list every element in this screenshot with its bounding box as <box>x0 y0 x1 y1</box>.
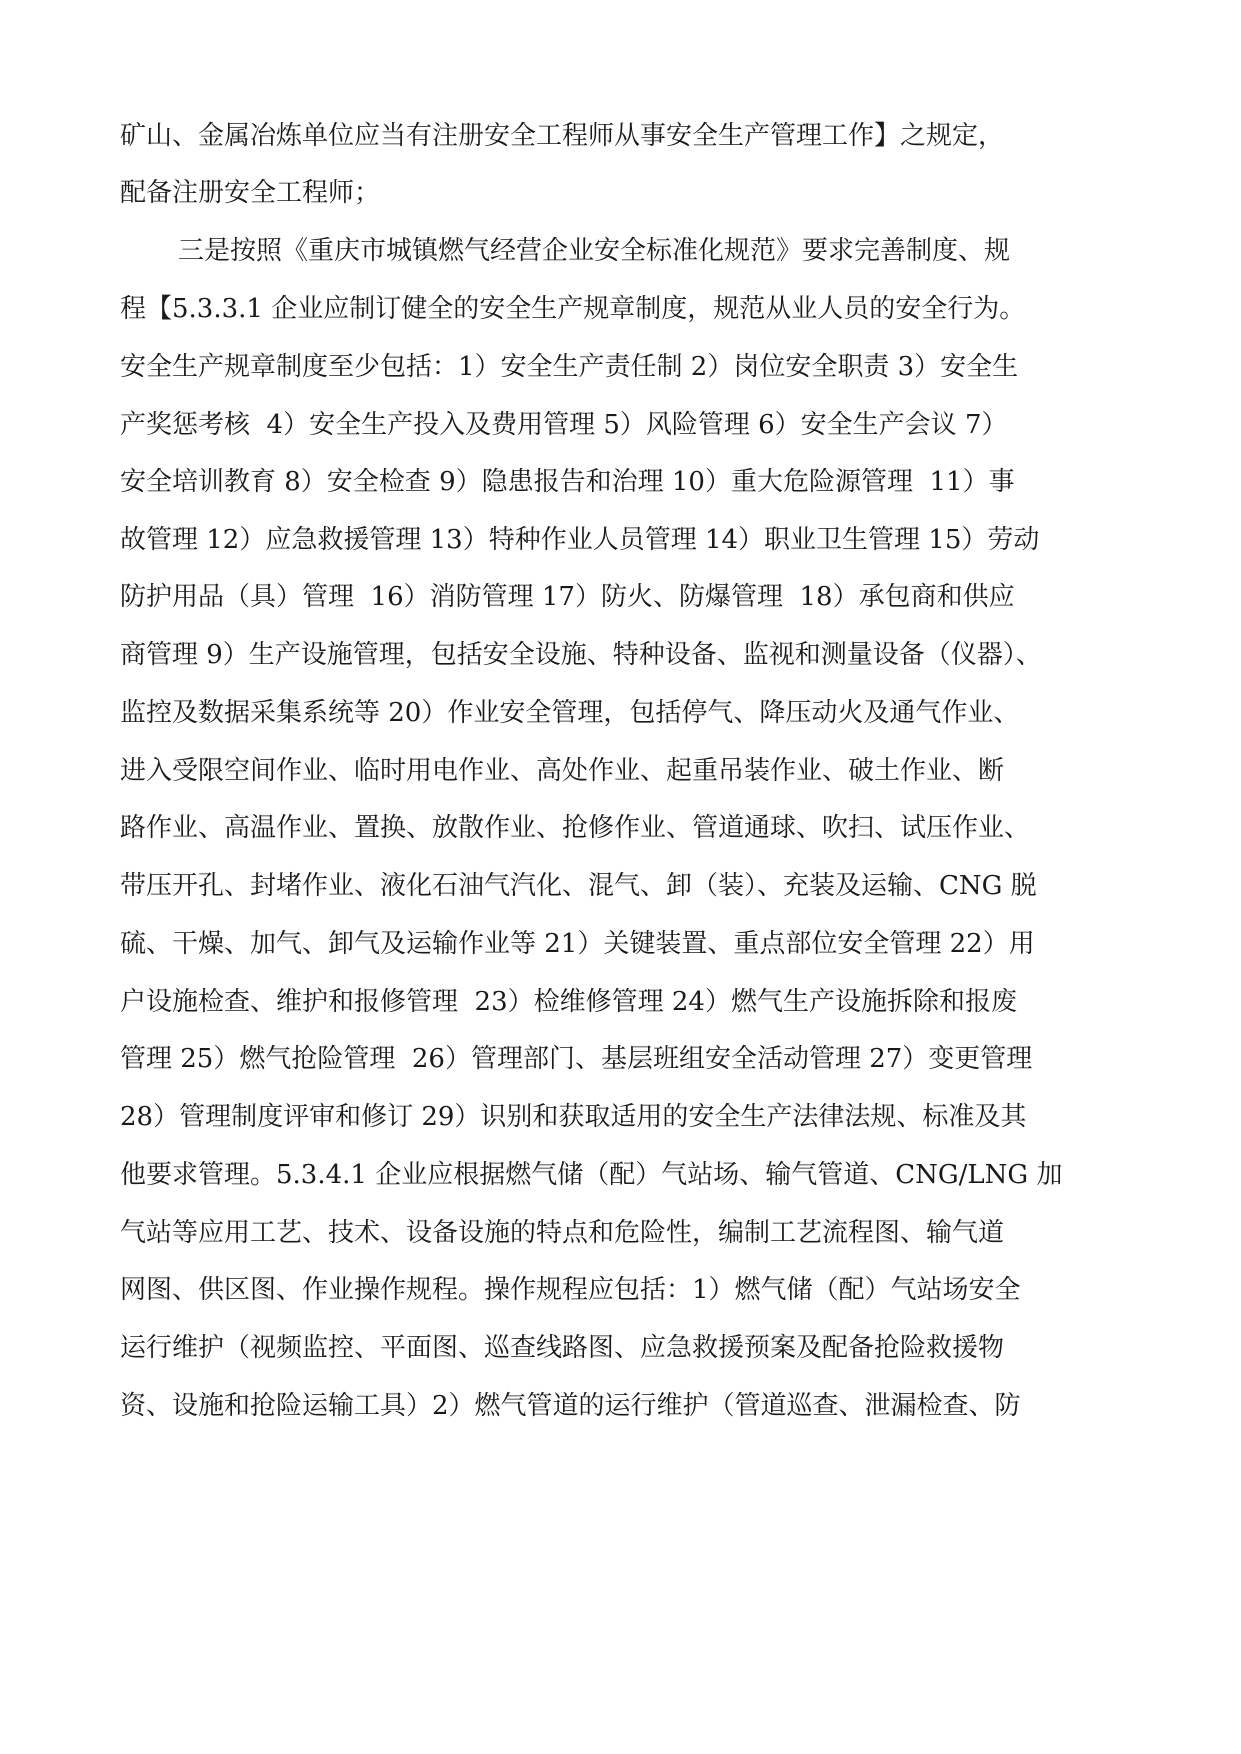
text-line: 故管理 12）应急救援管理 13）特种作业人员管理 14）职业卫生管理 15）劳动 <box>120 525 1040 555</box>
text-line: 防护用品（具）管理 16）消防管理 17）防火、防爆管理 18）承包商和供应 <box>120 582 1015 612</box>
text-line: 管理 25）燃气抢险管理 26）管理部门、基层班组安全活动管理 27）变更管理 <box>120 1044 1033 1074</box>
text-line: 硫、干燥、加气、卸气及运输作业等 21）关键装置、重点部位安全管理 22）用 <box>120 929 1035 959</box>
text-line: 安全生产规章制度至少包括：1）安全生产责任制 2）岗位安全职责 3）安全生 <box>120 352 1019 382</box>
text-line: 资、设施和抢险运输工具）2）燃气管道的运行维护（管道巡查、泄漏检查、防 <box>120 1391 1021 1421</box>
text-line: 28）管理制度评审和修订 29）识别和获取适用的安全生产法律法规、标准及其 <box>120 1102 1027 1132</box>
text-line: 网图、供区图、作业操作规程。操作规程应包括：1）燃气储（配）气站场安全 <box>120 1275 1021 1305</box>
text-line: 路作业、高温作业、置换、放散作业、抢修作业、管道通球、吹扫、试压作业、 <box>120 813 1031 843</box>
text-line: 监控及数据采集系统等 20）作业安全管理，包括停气、降压动火及通气作业、 <box>120 698 1020 728</box>
paragraph-first-line: 三是按照《重庆市城镇燃气经营企业安全标准化规范》要求完善制度、规 <box>178 236 1011 266</box>
text-line: 程【5.3.3.1 企业应制订健全的安全生产规章制度，规范从业人员的安全行为。 <box>120 294 1026 324</box>
text-line: 配备注册安全工程师； <box>120 178 381 208</box>
text-line: 安全培训教育 8）安全检查 9）隐患报告和治理 10）重大危险源管理 11）事 <box>120 467 1015 497</box>
text-line: 矿山、金属冶炼单位应当有注册安全工程师从事安全生产管理工作】之规定， <box>120 121 1005 151</box>
text-line: 他要求管理。5.3.4.1 企业应根据燃气储（配）气站场、输气管道、CNG/LNG 加 <box>120 1160 1063 1190</box>
text-line: 户设施检查、维护和报修管理 23）检维修管理 24）燃气生产设施拆除和报废 <box>120 987 1017 1017</box>
text-line: 气站等应用工艺、技术、设备设施的特点和危险性，编制工艺流程图、输气道 <box>120 1218 1005 1248</box>
text-line: 进入受限空间作业、临时用电作业、高处作业、起重吊装作业、破土作业、断 <box>120 756 1005 786</box>
text-line: 带压开孔、封堵作业、液化石油气汽化、混气、卸（装）、充装及运输、CNG 脱 <box>120 871 1037 901</box>
text-line: 商管理 9）生产设施管理，包括安全设施、特种设备、监视和测量设备（仪器）、 <box>120 640 1042 670</box>
text-line: 产奖惩考核 4）安全生产投入及费用管理 5）风险管理 6）安全生产会议 7） <box>120 410 1008 440</box>
text-line: 运行维护（视频监控、平面图、巡查线路图、应急救援预案及配备抢险救援物 <box>120 1333 1005 1363</box>
